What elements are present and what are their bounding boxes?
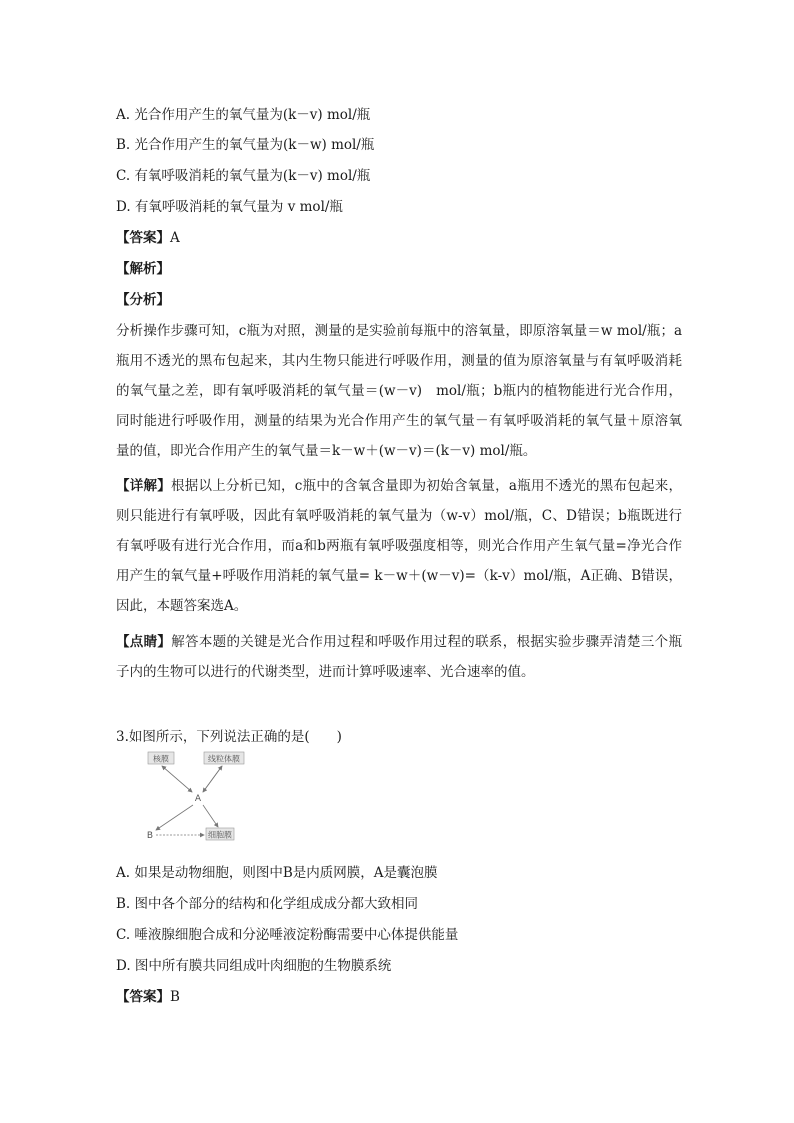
q2-answer xyxy=(116,228,180,248)
q2-option-a: A. 光合作用产生的氧气量为(k－v) mol/瓶 xyxy=(116,107,371,123)
q3-answer xyxy=(116,987,180,1007)
answer-value: A xyxy=(170,230,180,246)
label-center: A xyxy=(194,794,202,804)
q2-detail xyxy=(116,471,682,621)
analysis-tag: 【解析】 xyxy=(116,261,170,277)
q2-fenxi-heading xyxy=(116,290,170,310)
arrow-center-to-top-left xyxy=(162,766,192,792)
detail-text: 根据以上分析已知，c瓶中的含氧含量即为初始含氧量，a瓶用不透光的黑布包起来，则只能进行有氧呼吸，因此有氧呼吸消耗的氧气量为（w-v）mol/瓶，C、D错误；b瓶既进行有氧呼吸有进行光合作用，而a和b两瓶有氧呼吸强度相等，则光合作用产生氧气量=净光合作用产生的氧气量+呼吸作用消耗的氧气量= k－w＋(w－v)=（k-v）mol/瓶，A正确、B错误，因此，本题答案选A。 xyxy=(116,478,683,614)
label-bottom-right: 细胞膜 xyxy=(208,830,232,840)
q3-stem: 3.如图所示，下列说法正确的是( ) xyxy=(116,729,342,745)
q2-option-d: D. 有氧呼吸消耗的氧气量为 v mol/瓶 xyxy=(116,199,343,215)
q3-option-d: D. 图中所有膜共同组成叶肉细胞的生物膜系统 xyxy=(116,958,392,974)
q2-option-b: B. 光合作用产生的氧气量为(k－w) mol/瓶 xyxy=(116,137,375,153)
q2-comment xyxy=(116,627,682,687)
detail-tag: 【详解】 xyxy=(116,478,172,494)
q3-option-b: B. 图中各个部分的结构和化学组成成分都大致相同 xyxy=(116,896,419,912)
q3-option-c: C. 唾液腺细胞合成和分泌唾液淀粉酶需要中心体提供能量 xyxy=(116,927,459,943)
fenxi-tag: 【分析】 xyxy=(116,292,170,308)
arrow-center-to-b xyxy=(156,805,193,830)
answer-tag: 【答案】 xyxy=(116,989,170,1005)
comment-text: 解答本题的关键是光合作用过程和呼吸作用过程的联系，根据实验步骤弄清楚三个瓶子内的生物可以进行的代谢类型，进而计算呼吸速率、光合速率的值。 xyxy=(116,634,682,680)
label-bottom-left: B xyxy=(146,831,154,841)
label-top-right: 线粒体膜 xyxy=(208,754,240,764)
comment-tag: 【点睛】 xyxy=(116,634,172,650)
arrow-center-to-top-right xyxy=(203,766,222,792)
answer-tag: 【答案】 xyxy=(116,230,170,246)
q3-option-a: A. 如果是动物细胞，则图中B是内质网膜，A是囊泡膜 xyxy=(116,865,438,881)
membrane-relationship-diagram xyxy=(142,750,272,842)
label-top-left: 核膜 xyxy=(153,754,169,764)
arrow-center-to-bottom-right xyxy=(203,805,218,827)
answer-value: B xyxy=(170,989,180,1005)
q2-fenxi-text: 分析操作步骤可知，c瓶为对照，测量的是实验前每瓶中的溶氧量，即原溶氧量＝w mol/瓶；a瓶用不透光的黑布包起来，其内生物只能进行呼吸作用，测量的值为原溶氧量与有氧呼吸消耗的氧气量之差，即有氧呼吸消耗的氧气量＝(w－v) mol/瓶；b瓶内的植物能进行光合作用，同时能进行呼吸作用，测量的结果为光合作用产生的氧气量－有氧呼吸消耗的氧气量＋原溶氧量的值，即光合作用产生的氧气量＝k－w＋(w－v)＝(k－v) mol/瓶。 xyxy=(116,323,682,459)
q2-analysis-heading xyxy=(116,259,170,279)
q2-option-c: C. 有氧呼吸消耗的氧气量为(k－v) mol/瓶 xyxy=(116,168,371,184)
